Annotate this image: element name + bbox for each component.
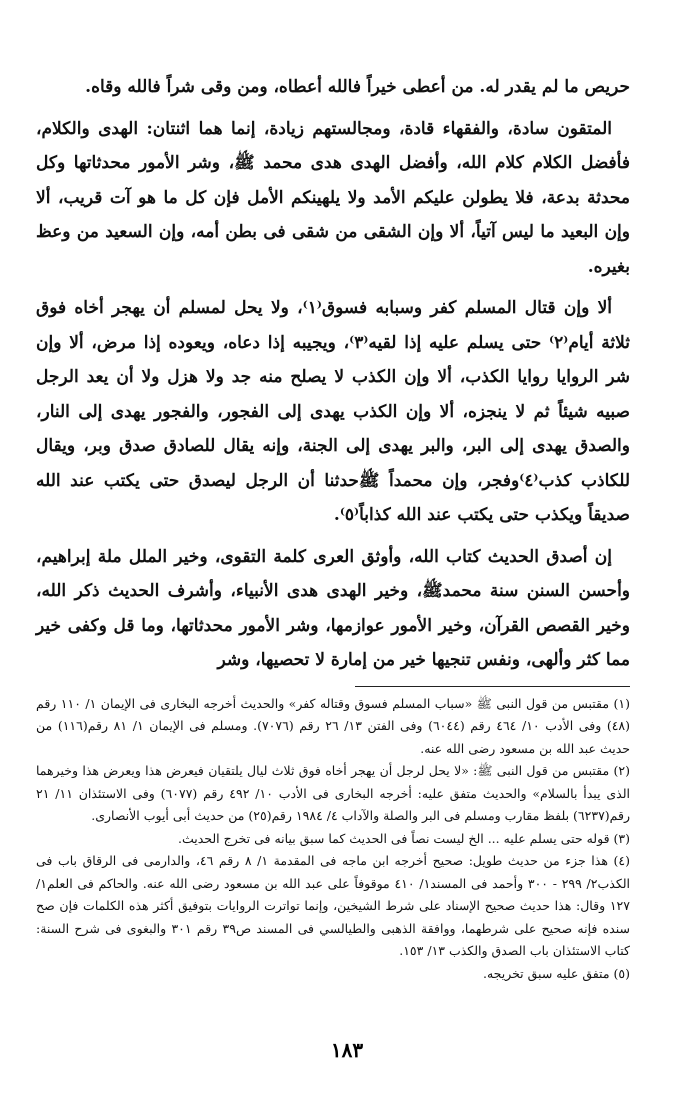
paragraph: حريص ما لم يقدر له. من أعطى خيراً فالله أعطاه، ومن وقى شراً فالله وقاه.	[85, 77, 630, 97]
paragraph: المتقون سادة، والفقهاء قادة، ومجالستهم زيادة، إنما هما اثنتان: الهدى والكلام، فأفضل الكلام كلام الله، وأفضل الهدى هدى محمد ﷺ، وشر الأمور محدثاتها وكل محدثة بدعة، فلا يطولن عليكم الأمد ولا يلهينكم الأمل فإن كل ما هو آت قريب، ألا وإن البعيد ما ليس آتياً، ألا وإن الشقى من شقى فى بطن أمه، وإن السعيد من وعظ بغيره.	[36, 118, 630, 277]
page-number: ١٨٣	[330, 1038, 364, 1062]
footnote-1: (١) مقتبس من قول النبى ﷺ «سباب المسلم فسوق وقتاله كفر» والحديث أخرجه البخارى فى الإيمان ١/ ١١٠ رقم (٤٨) وفى الأدب ١٠/ ٤٦٤ رقم (٦٠٤٤) وفى الفتن ١٣/ ٢٦ رقم (٧٠٧٦). ومسلم فى الإيمان ١/ ٨١ رقم(١١٦) من حديث عبد الله بن مسعود رضى الله عنه.	[36, 695, 631, 756]
paragraph: إن أصدق الحديث كتاب الله، وأوثق العرى كلمة التقوى، وخير الملل ملة إبراهيم، وأحسن السنن سنة محمدﷺ، وخير الهدى هدى الأنبياء، وأشرف الحديث ذكر الله، وخير القصص القرآن، وخير الأمور عوازمها، وشر الأمور محدثاتها، وما قل وكفى خير مما كثر وألهى، ونفس تنجيها خير من إمارة لا تحصيها، وشر	[36, 546, 630, 670]
main-text	[36, 70, 630, 678]
footnote-2: (٢) مقتبس من قول النبى ﷺ: «لا يحل لرجل أن يهجر أخاه فوق ثلاث ليال يلتقيان فيعرض هذا ويعرض هذا وخيرهما الذى يبدأ بالسلام» والحديث متفق عليه: أخرجه البخارى فى الأدب ١٠/ ٤٩٢ رقم (٦٠٧٧) وفى الاستئذان ١١/ ٢١ رقم(٦٢٣٧) بلفظ مقارب ومسلم فى البر والصلة والآداب ٤/ ١٩٨٤ رقم(٢٥) من حديث أبى أيوب الأنصارى.	[36, 763, 631, 823]
footnote-divider	[355, 686, 630, 687]
paragraph: ألا وإن قتال المسلم كفر وسبابه فسوق⁽١⁾، ولا يحل لمسلم أن يهجر أخاه فوق ثلاثة أيام⁽٢⁾ حتى يسلم عليه إذا لقيه⁽٣⁾، ويجيبه إذا دعاه، ويعوده إذا مرض، ألا وإن شر الروايا روايا الكذب، ألا وإن الكذب لا يصلح منه جد ولا هزل ولا أن يعد الرجل صبيه شيئاً ثم لا ينجزه، ألا وإن الكذب يهدى إلى الفجور، والفجور يهدى إلى النار، والصدق يهدى إلى البر، والبر يهدى إلى الجنة، وإنه يقال للصادق صدق وبر، ويقال للكاذب كذب⁽٤⁾وفجر، وإن محمداً ﷺحدثنا أن الرجل ليصدق حتى يكتب عند الله صديقاً ويكذب حتى يكتب عند الله كذاباً⁽٥⁾.	[36, 298, 630, 525]
footnote-3: (٣) قوله حتى يسلم عليه ... الخ ليست نصاً فى الحديث كما سبق بيانه فى تخرج الحديث.	[178, 830, 630, 846]
footnotes	[36, 693, 630, 986]
footnote-5: (٥) متفق عليه سبق تخريجه.	[482, 965, 630, 981]
footnote-4: (٤) هذا جزء من حديث طويل: صحيح أخرجه ابن ماجه فى المقدمة ١/ ٨ رقم ٤٦، والدارمى فى الرقاق باب فى الكذب٢/ ٢٩٩ - ٣٠٠ وأحمد فى المسند١/ ٤١٠ موقوفاً على عبد الله بن مسعود رضى الله عنه. والحاكم فى العلم١/ ١٢٧ وقال: هذا حديث صحيح الإسناد على شرط الشيخين، وإنما تواترت الروايات بتوفيق أكثر هذه الكلمات فإن صح سنده فإنه صحيح على شرطهما، ووافقة الذهبى والطيالسي فى المسند ص٣٩ رقم ٣٠١ والبغوى فى شرح السنة: كتاب الاستئذان باب الصدق والكذب ١٣/ ١٥٣.	[36, 853, 631, 958]
